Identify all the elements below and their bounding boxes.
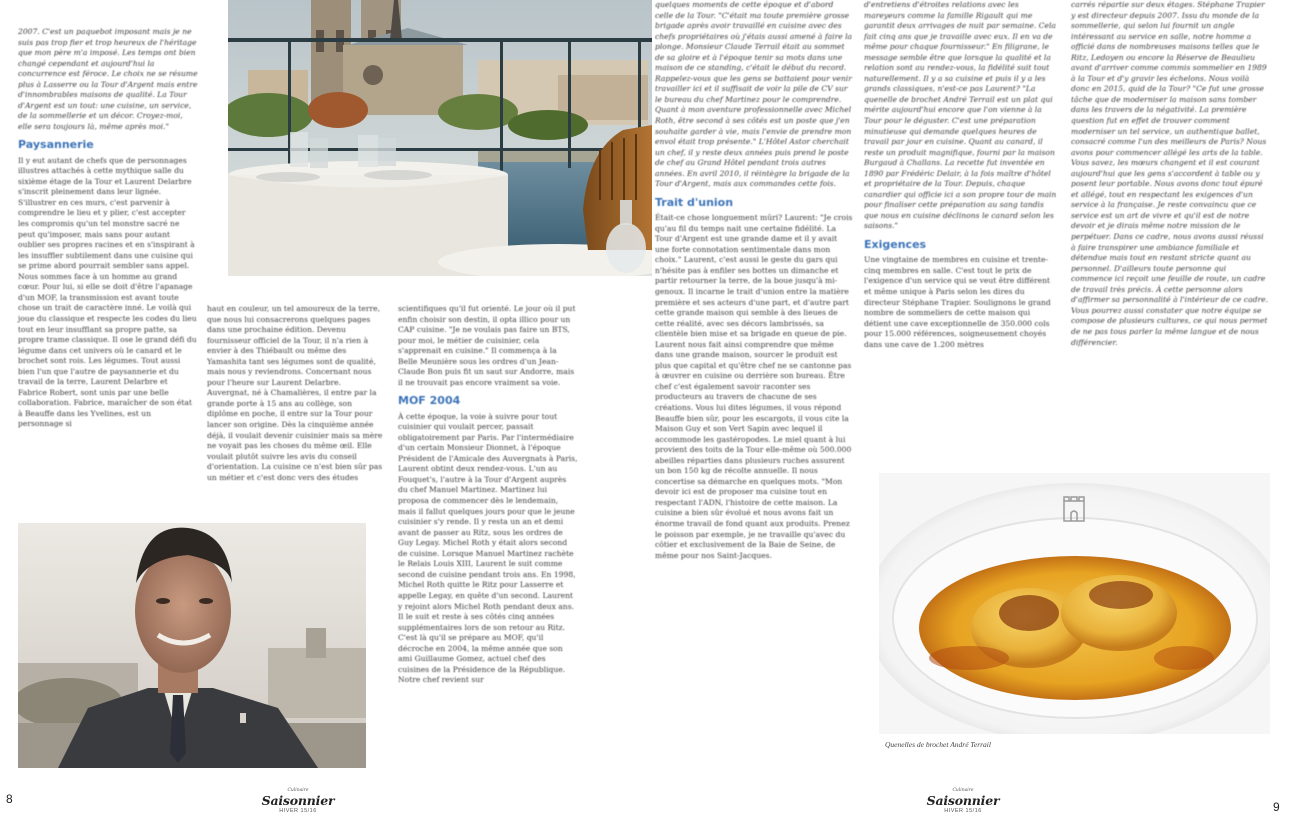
right-col-2 [864,0,1059,455]
heading-paysannerie: Paysannerie [18,138,94,152]
masthead-logo: Saisonnier [261,793,335,808]
right-page-number: 9 [1273,800,1280,814]
quenelles-image [879,473,1270,734]
left-page-number: 8 [6,792,13,806]
right-col1-body2: Était-ce chose longuement mûri? Laurent: "Je crois qu'au fil du temps nait une certaine fidélité. La Tour d'Argent est une grande dame et il y avait une forte connotation sentimentale dans mon choix." Laurent, c'est aussi le geste du gars qui n'hésite pas à enfiler ses bottes un dimanche et partir retourner la terre, de la boue jusqu'à mi-genoux. Il incarne le trait d'union entre la matière première et ses acteurs d'une part, et d'autre part cette grande maison qui semble à des lieues de cette réalité, avec ses décors lambrissés, sa clientèle bien mise et sa brigade en queue de pie. Laurent nous fait ainsi comprendre que même dans une grande maison, sourcer le produit est plus que capital et qu'être chef ne se cantonne pas à œuvrer en cuisine ou derrière son bureau. Être chef c'est également savoir raconter ses producteurs au travers de chacune de ses créations. Vous lui dites légumes, il vous répond Beauffe bien sûr, pour les escargots, il vous cite la Maison Guy et son Vert Sapin avec lequel il accommode les gastéropodes. Le miel quant à lui provient des toits de la Tour elle-même où 500.000 abeilles réparties dans plusieurs ruches assurent un bon 150 kg de récolte annuelle. Il nous concertise sa démarche en quelques mots. "Mon devoir ici est de proposer ma cuisine tout en respectant l'ADN, l'histoire de cette maison. La cuisine a bien sûr évolué et nous avons fait un énorme travail de fond quant aux produits. Prenez le poisson par exemple, je ne travaille qu'avec du côtier et exclusivement de la Baie de Seine, de même pour nos Saint-Jacques. [655,213,853,560]
dish-caption: Quenelles de brochet André Terrail [885,740,991,749]
left-col2-body: haut en couleur, un tel amoureux de la terre, que nous lui consacrerons quelques pages dans une prochaine édition. Devenu fournisseur officiel de la Tour, il n'a rien à envier à des Thiébault ou même des Yamashita tant ses légumes sont de qualité, mais nous y reviendrons. Concernant nous pour l'heure sur Laurent Delarbre. Auvergnat, né à Chamalières, il entre par la grande porte à 15 ans au collège, son diplôme en poche, il entre sur la Tour pour lancer son origine. Dès la cinquième année déjà, il voulait devenir cuisinier mais sa mère ne voyait pas les choses du même œil. Elle voulait plutôt suivre les avis du conseil d'orientation. La cuisine ce n'est bien sûr pas un métier et c'est donc vers des études [207,304,383,482]
notre-dame-view-image [228,0,652,276]
chef-portrait-photo [18,523,366,768]
masthead-sup: Culinaire [287,788,309,793]
left-col3-body: scientifiques qu'il fut orienté. Le jour où il put enfin choisir son destin, il opta illico pour un CAP cuisine. "Je ne voulais pas faire un BTS, pour moi, le métier de cuisinier, cela s'apprenait en cuisine." Il commença à la Belle Meunière sous les ordres d'un Jean-Claude Bon puis fit un saut sur Andorre, mais il ne trouvait pas encore vraiment sa voie. [398,304,576,387]
heading-exigences: Exigences [864,238,927,252]
right-col-3 [1071,0,1268,455]
heading-mof-2004: MOF 2004 [398,394,461,408]
left-intro-text: 2007. C'est un paquebot imposant mais je ne suis pas trop fier et trop heureux de l'héritage que mon père m'a imposé. Les temps ont bien changé cependant et aujourd'hui la concurrence est féroce. Le choix ne se résume plus à Lasserre ou la Tour d'Argent mais entre d'innombrables maisons de qualité. La Tour d'Argent est un tout: une cuisine, un service, de la sommellerie et un décor. Croyez-moi, elle sera toujours là, même après moi." [18,27,198,131]
top-terrace-photo [228,0,652,276]
masthead-issue: HIVER 15/16 [944,808,982,814]
dish-photo [879,473,1270,734]
heading-trait-d-union: Trait d'union [655,195,734,209]
right-col3-body: carrés répartie sur deux étages. Stéphane Trapier y est directeur depuis 2007. Issu du monde de la sommellerie, qui selon lui fournit un angle intéressant au service en salle, notre homme a officié dans de nombreuses maisons telles que le Ritz, Ledoyen ou encore la Réserve de Beaulieu avant d'arriver comme commis sommelier en 1989 à la Tour et d'y gravir les échelons. Nous voilà donc en 2015, quid de la Tour? "Ce fut une grosse tâche que de moderniser la maison sans tomber dans les travers de la négativité. La première question fut en effet de trouver comment moderniser un tel service, un authentique ballet, consacré comme l'un des meilleurs de Paris? Nous avons pour commencer allégé les arts de la table. Vous savez, les mœurs changent et il est courant aujourd'hui que les gens s'accordent à table ou y posent leur portable. Nous avons donc tout épuré et allégé, tout en respectant les exigences d'un service à la française. Je reste convaincu que ce service est un art de vivre et qu'il est de notre devoir et je dirais même notre mission de le perpétuer. Dans ce cadre, nous avons aussi réussi à faire transpirer une ambiance familiale et détendue mais tout en restant stricte quant au personnel. D'ailleurs toute personne qui commence ici reçoit une feuille de route, un cadre de travail très précis. À cette personne alors d'affirmer sa personnalité à l'intérieur de ce cadre. Vous pourrez aussi constater que notre équipe se compose de plusieurs cultures, ce qui nous permet de ne pas tous parler la même langue et de nous différencier. [1071,0,1268,347]
right-col-1 [655,0,853,775]
right-masthead [923,788,1003,814]
left-col1-body: Il y eut autant de chefs que de personnages illustres attachés à cette mythique salle du sixième étage de la Tour et Laurent Delarbre s'inscrit pleinement dans leur lignée. S'illustrer en ces murs, c'est parvenir à comprendre le lieu et y plier, c'est accepter les compromis qu'un tel monstre sacré ne peut qu'imposer, mais sans pour autant oublier ses propres racines et en s'inspirant à les insuffler subtilement dans une cuisine qui se prime abord pourrait sembler sans appel. Nous sommes face à un homme au grand cœur. Pour lui, si elle se doit d'être l'apanage d'un MOF, la transmission est avant toute chose un trait de caractère inné. Le voilà qui joue du classique et respecte les codes du lieu tout en leur insufflant sa propre patte, sa propre trame classique. Il ose le grand défi du légume dans cet univers où le canard et le brochet sont rois. Les légumes. Tout aussi bien l'un que l'autre de paysannerie et du travail de la terre, Laurent Delarbre et Fabrice Robert, sont unis par une belle collaboration. Fabrice, maraîcher de son état à Beauffe dans les Yvelines, est un personnage si [18,155,197,429]
masthead-issue: HIVER 15/16 [279,808,317,814]
left-col-1 [18,27,198,497]
left-col-2 [207,304,385,504]
right-col2-body2: Une vingtaine de membres en cuisine et trente-cinq membres en salle. C'est tout le prix de l'exigence d'un service qui se veut être différent et même unique à Paris selon les dires du directeur Stéphane Trapier. Soulignons le grand nombre de sommeliers de cette maison qui détient une cave exceptionnelle de 350.000 cols pour 15.000 références, soigneusement choyés dans une cave de 1.200 mètres [864,255,1051,349]
right-col2-body: d'entretiens d'étroites relations avec les mareyeurs comme la famille Rigault qui me garantit deux arrivages de nuit par semaine. Cela fait cinq ans que je travaille avec eux. Il en va de même pour chaque fournisseur." En filigrane, le message semble être que lorsque la qualité et la relation sont au rendez-vous, la fidélité suit tout naturellement. Il y a sa cuisine et puis il y a les grands classiques, n'est-ce pas Laurent? "La quenelle de brochet André Terrail est un plat qui mérite aujourd'hui encore que l'on vienne à la Tour pour le déguster. C'est une préparation minutieuse qui demande quelques heures de travail par jour en cuisine. Quant au canard, il reste un produit magnifique, fourni par la maison Burgaud à Challans. La recette fut inventée en 1890 par Frédéric Delair, à la fois maître d'hôtel et propriétaire de la Tour. Depuis, chaque canardier qui officie ici a son propre tour de main pour finaliser cette préparation au sang tandis que nous en cuisine déclinons le canard selon les saisons." [864,0,1057,231]
masthead-logo: Saisonnier [926,793,1000,808]
left-col-3 [398,304,578,774]
right-col1-body: quelques moments de cette époque et d'abord celle de la Tour. "C'était ma toute première grosse brigade après avoir travaillé en cuisine avec des chefs propriétaires où j'étais aussi amené à faire la plonge. Monsieur Claude Terrail était au sommet de sa gloire et à l'époque tenir sa mots dans une maison de ce standing, c'était le début du record. Rappelez-vous que les gens se battaient pour venir travailler ici et il suffisait de voir la pile de CV sur le bureau du chef Martinez pour le comprendre. Quant à mon aventure professionnelle avec Michel Roth, être second à ses côtés est un poste que j'en souhaite garder à vie, mais l'envie de prendre mon envol était trop présente." L'Hôtel Astor cherchait un chef, il y reste deux années puis prend le poste de chef au Grand Hôtel pendant trois autres années. En avril 2010, il réintègre la brigade de la Tour d'Argent, mais aux commandes cette fois. [655,0,853,189]
masthead-sup: Culinaire [952,788,974,793]
left-masthead [258,788,338,814]
chef-portrait-image [18,523,366,768]
left-col3-body2: À cette époque, la voie à suivre pour tout cuisinier qui voulait percer, passait obligatoirement par Paris. Par l'intermédiaire d'un certain Monsieur Dionnet, à l'époque Président de l'Amicale des Auvergnats à Paris, Laurent obtint deux rendez-vous. L'un au Fouquet's, l'autre à la Tour d'Argent auprès du chef Manuel Martinez. Martinez lui proposa de commencer dès le lendemain, mais il fallut quelques jours pour que le jeune cuisinier s'y rende. Il y resta un an et demi avant de passer au Ritz, sous les ordres de Guy Legay. Michel Roth y était alors second de cuisine. Lorsque Manuel Martinez rachète le Relais Louis XIII, Laurent le suit comme second de cuisine pendant trois ans. En 1998, Michel Roth quitte le Ritz pour Lasserre et appelle Legay, en quête d'un second. Laurent y rejoint alors Michel Roth pendant deux ans. Il le suit et reste à ses côtés cinq années supplémentaires lors de son retour au Ritz. C'est là qu'il se prépare au MOF, qu'il décroche en 2004, la même année que son ami Guillaume Gomez, actuel chef des cuisines de la Présidence de la République. Notre chef revient sur [398,411,578,685]
